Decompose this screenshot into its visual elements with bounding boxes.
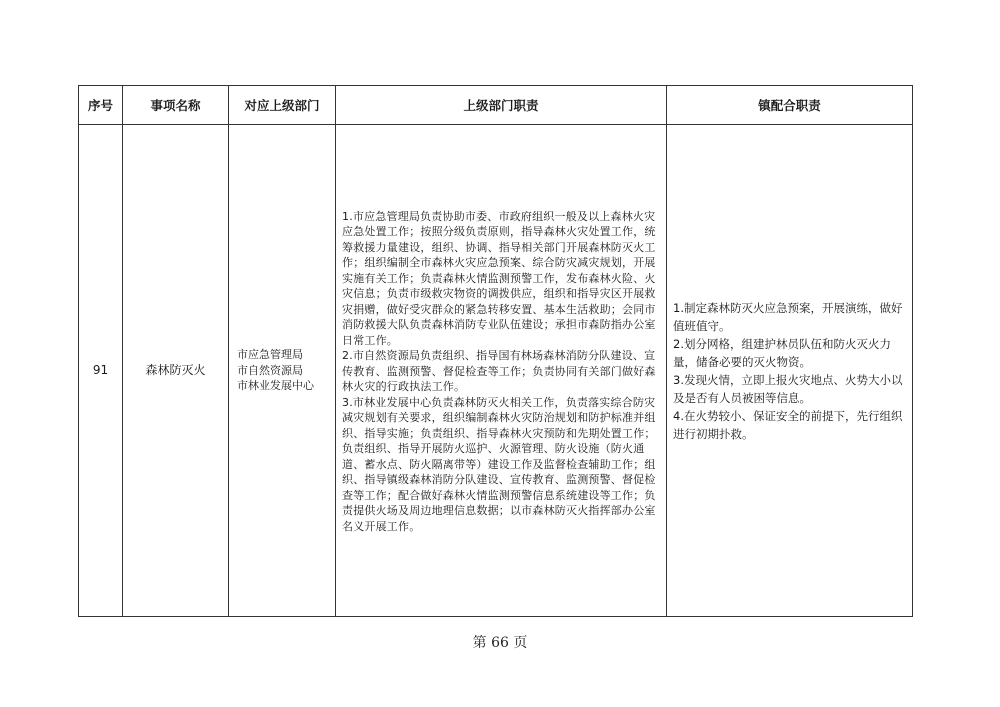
duty-paragraph: 1.市应急管理局负责协助市委、市政府组织一般及以上森林火灾应急处置工作；按照分级负责原则，指导森林火灾处置工作，统筹救援力量建设，组织、协调、指导相关部门开展森林防灭火工作；组织编制全市森林火灾应急预案、综合防灾减灾规划，开展实施有关工作；负责森林火情监测预警工作，发布森林火险、火灾信息；负责市级救灾物资的调拨供应，组织和指导灾区开展救灾捐赠，做好受灾群众的紧急转移安置、基本生活救助；会同市消防救援大队负责森林消防专业队伍建设；承担市森防指办公室日常工作。 bbox=[342, 209, 656, 347]
row-serial: 91 bbox=[79, 125, 123, 617]
header-item-name: 事项名称 bbox=[123, 86, 229, 125]
row-item-name: 森林防灭火 bbox=[123, 125, 229, 617]
duty-paragraph: 3.市林业发展中心负责森林防灭火相关工作，负责落实综合防灾减灾规划有关要求，组织编制森林火灾防治规划和防护标准并组织、指导实施；负责组织、指导森林火灾预防和先期处置工作；负责组织、指导开展防火巡护、火源管理、防火设施（防火通道、蓄水点、防火隔离带等）建设工作及监督检查辅助工作；组织、指导镇级森林消防分队建设、宣传教育、监测预警、督促检查等工作；配合做好森林火情监测预警信息系统建设等工作；负责提供火场及周边地理信息数据；以市森林防灭火指挥部办公室名义开展工作。 bbox=[342, 395, 656, 533]
town-duty-item: 4.在火势较小、保证安全的前提下，先行组织进行初期扑救。 bbox=[673, 408, 903, 441]
row-town-duties bbox=[667, 125, 913, 617]
page-number: 第 66 页 bbox=[472, 635, 528, 651]
dept-line: 市自然资源局 bbox=[237, 363, 303, 377]
town-duty-item: 2.划分网格，组建护林员队伍和防火灭火力量，储备必要的灭火物资。 bbox=[673, 336, 891, 369]
row-superior-duties bbox=[336, 125, 667, 617]
header-serial: 序号 bbox=[79, 86, 123, 125]
responsibility-table bbox=[78, 85, 913, 617]
town-duty-item: 3.发现火情，立即上报火灾地点、火势大小以及是否有人员被困等信息。 bbox=[673, 372, 903, 405]
table-row bbox=[79, 125, 913, 617]
dept-line: 市应急管理局 bbox=[237, 348, 303, 362]
header-superior-dept: 对应上级部门 bbox=[229, 86, 336, 125]
table-header-row bbox=[79, 86, 913, 125]
dept-line: 市林业发展中心 bbox=[237, 379, 314, 393]
header-superior-duties: 上级部门职责 bbox=[336, 86, 667, 125]
duty-paragraph: 2.市自然资源局负责组织、指导国有林场森林消防分队建设、宣传教育、监测预警、督促检查等工作；负责协同有关部门做好森林火灾的行政执法工作。 bbox=[342, 349, 656, 394]
town-duty-item: 1.制定森林防灭火应急预案，开展演练，做好值班值守。 bbox=[673, 300, 903, 333]
row-departments bbox=[229, 125, 336, 617]
header-town-duties: 镇配合职责 bbox=[667, 86, 913, 125]
